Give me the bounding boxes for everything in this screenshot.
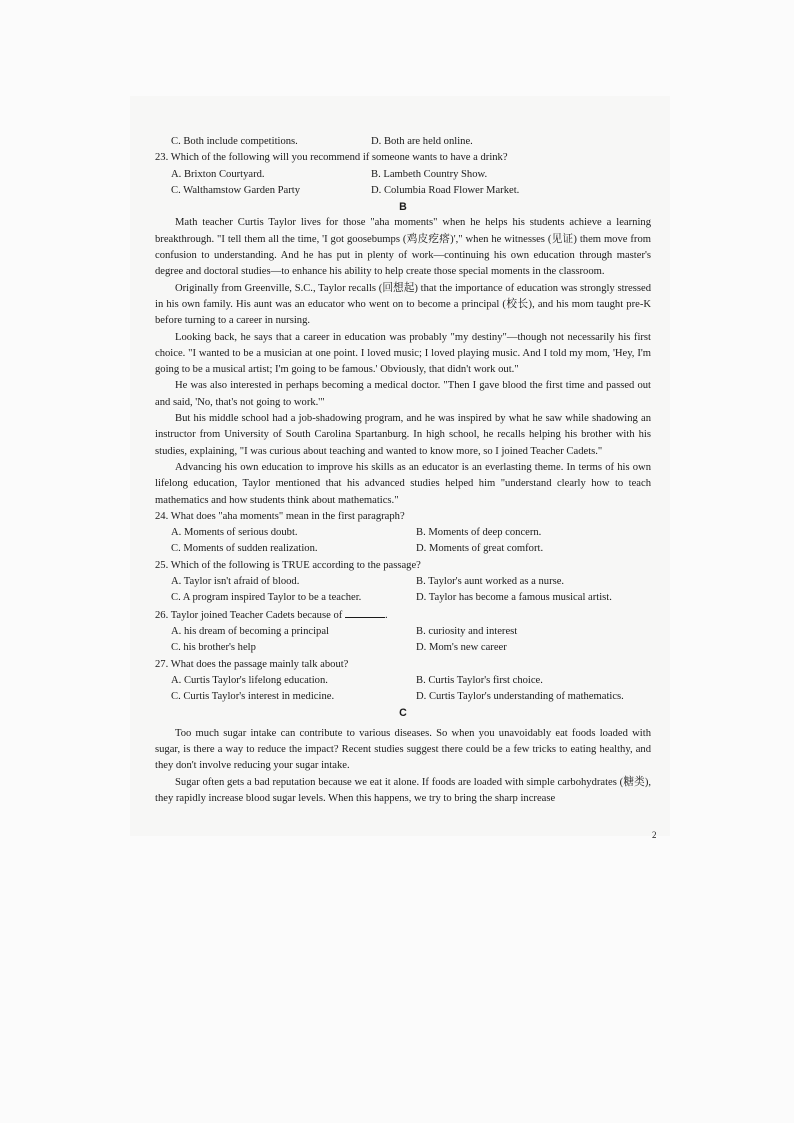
section-b-heading: B [399,201,407,214]
passage-b-paragraph: He was also interested in perhaps becoming a medical doctor. "Then I gave blood the first time and passed out and said, 'No, that's not going to work.'" [155,380,651,408]
q23-options-cd [155,183,651,199]
q25-options-cd [155,590,651,606]
document-body [155,134,651,807]
q24-options-cd [155,541,651,557]
q24-option-d[interactable]: D. Moments of great comfort. [416,543,544,555]
q26-question [155,607,651,624]
q26-option-a[interactable]: A. his dream of becoming a principal [171,625,329,637]
q27-option-d[interactable]: D. Curtis Taylor's understanding of mathematics. [416,691,624,703]
q26-question-text: 26. Taylor joined Teacher Cadets because of [155,609,343,621]
q23-options-ab [155,167,651,183]
passage-b-paragraph: Advancing his own education to improve his skills as an educator is an everlasting theme. In terms of his own lifelong education, Taylor mentioned that his advanced studies helped him "understand clearly how to teach mathematics and how students think about mathematics." [155,461,651,506]
q27-option-c[interactable]: C. Curtis Taylor's interest in medicine. [171,691,335,703]
q25-option-a[interactable]: A. Taylor isn't afraid of blood. [171,576,300,588]
q26-option-c[interactable]: C. his brother's help [171,642,256,654]
answer-blank [345,607,385,618]
q24-option-a[interactable]: A. Moments of serious doubt. [171,527,298,539]
q23-option-c[interactable]: C. Walthamstow Garden Party [171,184,300,196]
q27-question: 27. What does the passage mainly talk about? [155,658,349,670]
q23-option-a[interactable]: A. Brixton Courtyard. [171,168,265,180]
q27-option-a[interactable]: A. Curtis Taylor's lifelong education. [171,674,328,686]
q23-option-b[interactable]: B. Lambeth Country Show. [371,168,488,180]
q25-option-c[interactable]: C. A program inspired Taylor to be a teacher. [171,592,362,604]
q27-options-cd [155,689,651,705]
q26-question-end: . [384,609,388,621]
q23-option-d[interactable]: D. Columbia Road Flower Market. [371,184,520,196]
q24-option-c[interactable]: C. Moments of sudden realization. [171,543,318,555]
section-c-heading: C [399,707,407,720]
q22-option-c[interactable]: C. Both include competitions. [171,136,298,147]
passage-b-paragraph: But his middle school had a job-shadowing program, and he was inspired by what he saw while shadowing an instructor from University of South Carolina Spartanburg. In high school, he recalls helping his brother with his studies, explaining, "I was curious about teaching and wanted to know more, so I joined Teacher Cadets." [155,413,651,457]
q25-options-ab [155,574,651,590]
passage-c-paragraph: Too much sugar intake can contribute to various diseases. So when you unavoidably eat foods loaded with sugar, is there a way to reduce the impact? Recent studies suggest there could be a few tricks to eating healthy, and they don't involve reducing your sugar intake. [155,727,651,772]
q26-option-b[interactable]: B. curiosity and interest [416,625,518,637]
passage-b-paragraph: Originally from Greenville, S.C., Taylor recalls (回想起) that the importance of education was strongly stressed in his own family. His aunt was an educator who went on to become a principal (校长), and his mom taught pre-K before turning to a career in nursing. [155,282,651,327]
passage-b-paragraph: Looking back, he says that a career in education was probably "my destiny"—though not necessarily his first choice. "I wanted to be a musician at one point. I loved music; I loved playing music. And I told my mom, 'Hey, I'm going to be a musical artist; I'm going to be famous.' Obviously, that didn't work out." [155,331,651,376]
q23-question: 23. Which of the following will you recommend if someone wants to have a drink? [155,152,508,164]
q24-option-b[interactable]: B. Moments of deep concern. [416,527,542,539]
q25-option-b[interactable]: B. Taylor's aunt worked as a nurse. [416,576,565,588]
q24-options-ab [155,525,651,541]
q25-question: 25. Which of the following is TRUE according to the passage? [155,559,421,571]
page-number: 2 [652,830,657,840]
q26-option-d[interactable]: D. Mom's new career [416,642,507,654]
q22-option-d[interactable]: D. Both are held online. [371,136,473,147]
q27-option-b[interactable]: B. Curtis Taylor's first choice. [416,674,543,686]
q25-option-d[interactable]: D. Taylor has become a famous musical artist. [416,592,612,604]
q26-options-ab [155,624,651,640]
q27-options-ab [155,673,651,689]
passage-b-paragraph: Math teacher Curtis Taylor lives for those "aha moments" when he helps his students achieve a learning breakthrough. "I tell them all the time, 'I got goosebumps (鸡皮疙瘩)'," when he witnesses (见证) them move from confusion to understanding. And he has put in plenty of work—continuing his own education through master's degree and doctoral studies—to enhance his ability to help create those special moments in the classroom. [155,217,651,278]
passage-c-paragraph: Sugar often gets a bad reputation because we eat it alone. If foods are loaded with simple carbohydrates (糖类), they rapidly increase blood sugar levels. When this happens, we try to bring the sharp increase [155,776,651,804]
q22-options-cd [155,134,651,150]
q24-question: 24. What does "aha moments" mean in the first paragraph? [155,510,405,522]
q26-options-cd [155,640,651,656]
